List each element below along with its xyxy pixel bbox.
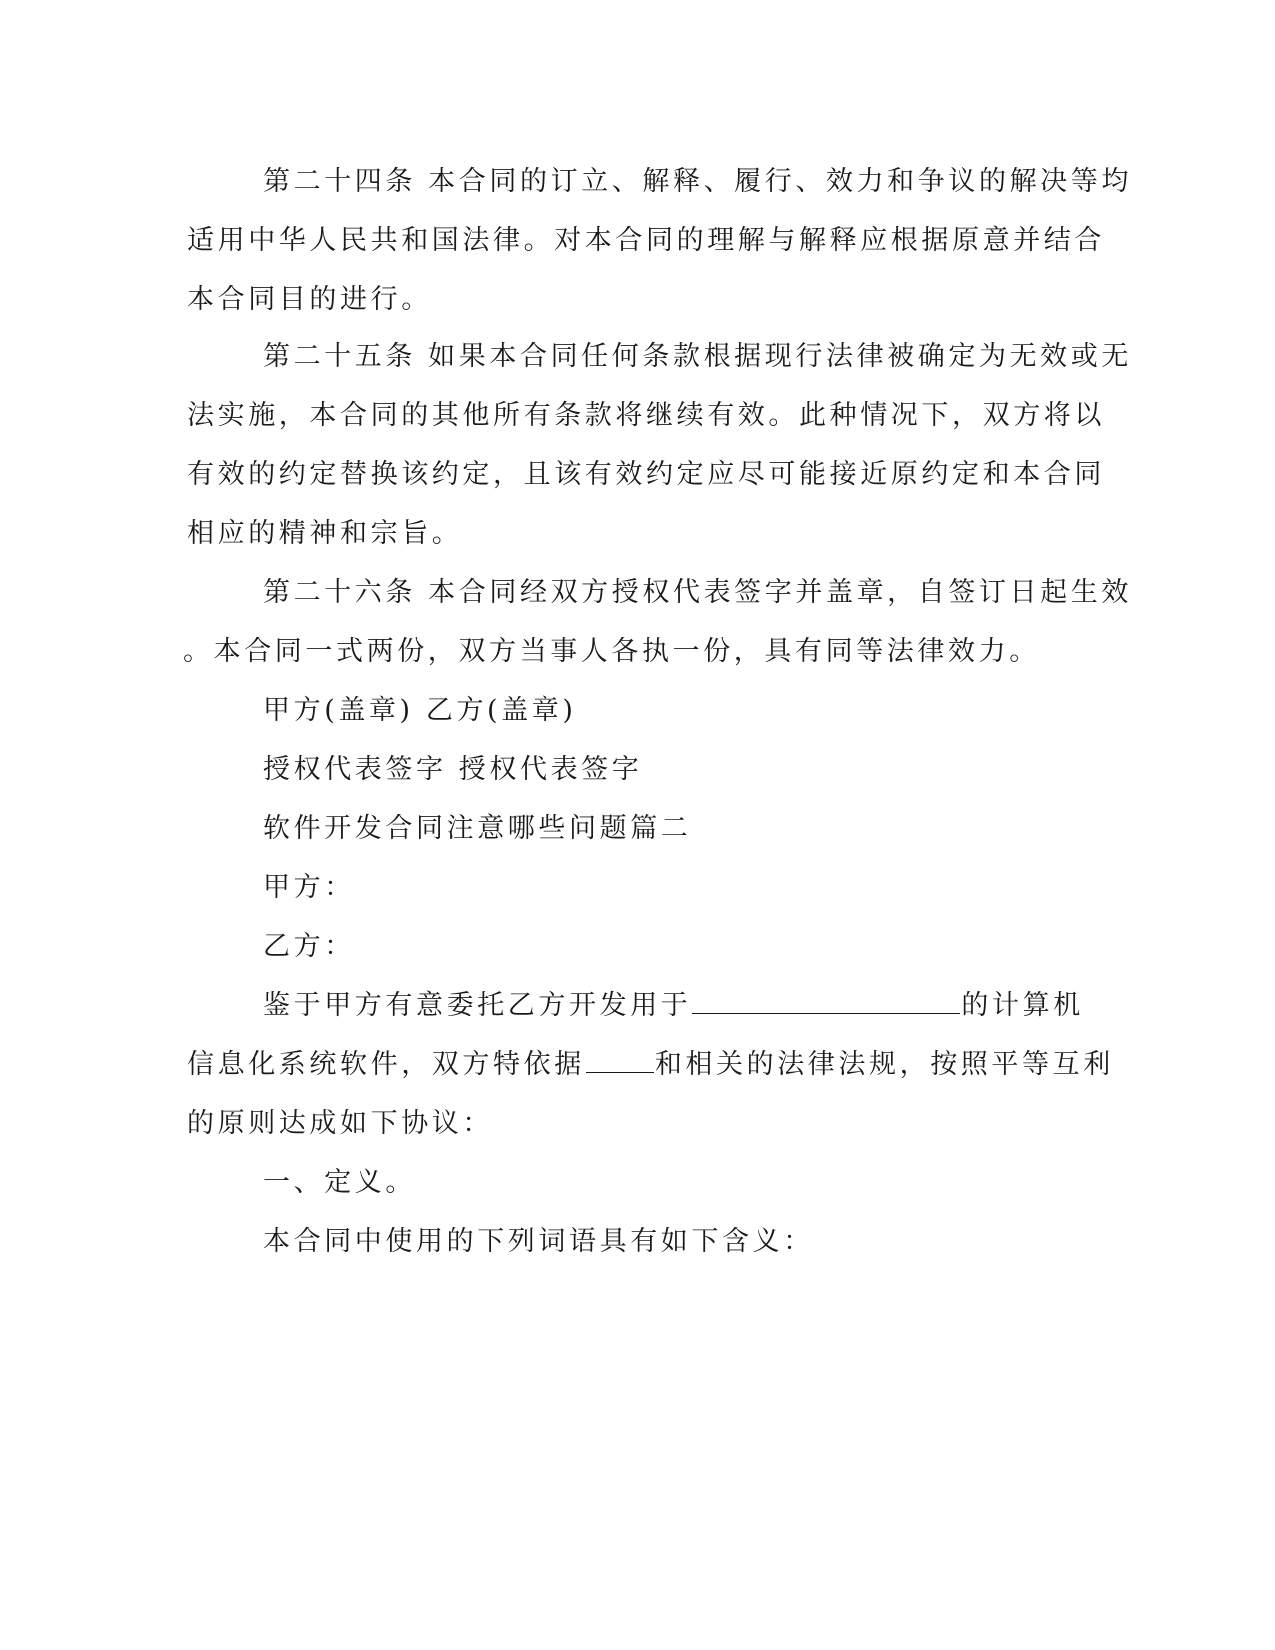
- text-line: 第二十四条 本合同的订立、解释、履行、效力和争议的解决等均: [263, 166, 1132, 197]
- text-line: 的原则达成如下协议：: [187, 1108, 493, 1139]
- text-line: 第二十六条 本合同经双方授权代表签字并盖章，自签订日起生效: [263, 577, 1132, 608]
- text-segment: 信息化系统软件，双方特依据: [187, 1049, 585, 1080]
- text-line: 有效的约定替换该约定，且该有效约定应尽可能接近原约定和本合同: [187, 459, 1105, 490]
- fill-in-blank: [692, 987, 960, 1014]
- text-line: 甲方(盖章) 乙方(盖章): [263, 695, 577, 726]
- text-line: 乙方：: [263, 931, 355, 962]
- section-heading: [187, 799, 1077, 858]
- text-line: [187, 976, 1084, 1035]
- article-26: [183, 563, 1132, 681]
- text-line: 一、定义。: [263, 1167, 416, 1198]
- text-line: 本合同中使用的下列词语具有如下含义：: [263, 1226, 814, 1257]
- text-line: 本合同目的进行。: [187, 284, 432, 315]
- seal-line: [187, 681, 1077, 740]
- party-a-label: [187, 858, 1077, 917]
- text-line: 法实施，本合同的其他所有条款将继续有效。此种情况下，双方将以: [187, 400, 1105, 431]
- text-line: 。本合同一式两份，双方当事人各执一份，具有同等法律效力。: [183, 636, 1040, 667]
- signature-line: [187, 740, 1077, 799]
- party-b-label: [187, 917, 1077, 976]
- text-line: 软件开发合同注意哪些问题篇二: [263, 813, 692, 844]
- whereas-clause: [187, 976, 1114, 1153]
- text-line: 相应的精神和宗旨。: [187, 518, 463, 549]
- text-segment: 的计算机: [961, 990, 1084, 1021]
- text-line: 第二十五条 如果本合同任何条款根据现行法律被确定为无效或无: [263, 341, 1132, 372]
- text-line: [187, 1035, 1114, 1094]
- definitions-intro: [187, 1212, 1077, 1271]
- article-25: [187, 327, 1132, 563]
- text-segment: 鉴于甲方有意委托乙方开发用于: [263, 990, 692, 1021]
- text-line: 适用中华人民共和国法律。对本合同的理解与解释应根据原意并结合: [187, 225, 1105, 256]
- section-1-heading: [187, 1153, 1077, 1212]
- text-line: 授权代表签字 授权代表签字: [263, 754, 643, 785]
- fill-in-blank: [586, 1046, 654, 1073]
- article-24: [187, 152, 1132, 329]
- text-line: 甲方：: [263, 872, 355, 903]
- text-segment: 和相关的法律法规，按照平等互利: [654, 1049, 1114, 1080]
